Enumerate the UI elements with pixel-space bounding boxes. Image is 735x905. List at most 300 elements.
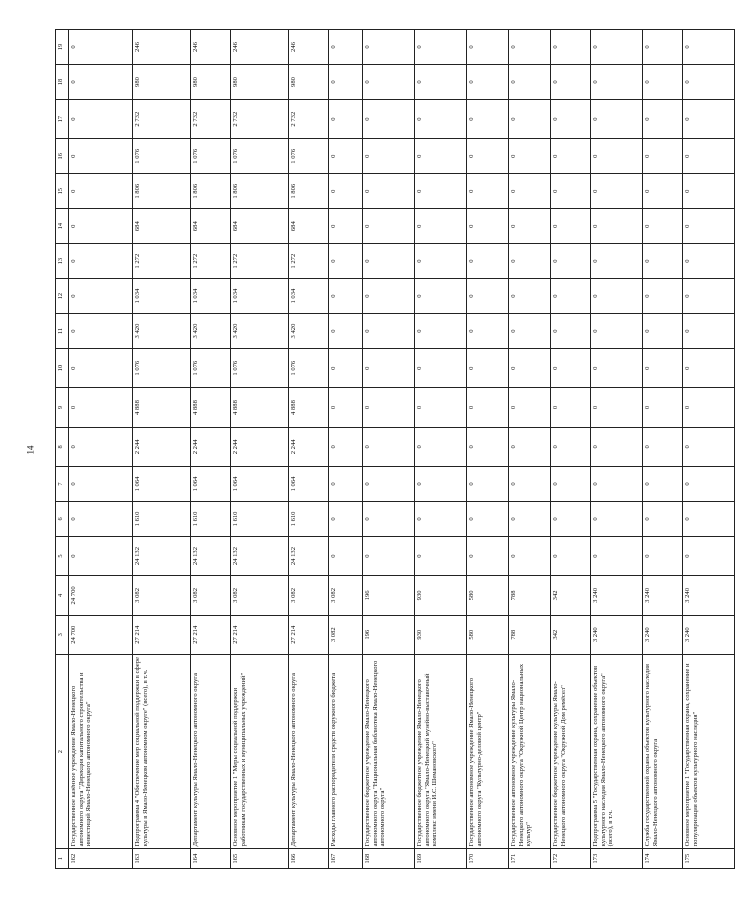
cell-value: 4 888 <box>289 388 329 427</box>
cell-value: 580 <box>467 615 509 654</box>
row-name: Департамент культуры Ямало-Ненецкого автономного округа <box>191 654 231 848</box>
cell-value: 0 <box>643 501 683 536</box>
cell-value: 0 <box>551 99 591 138</box>
table-row <box>643 30 683 869</box>
cell-value: 0 <box>467 244 509 279</box>
cell-value: 0 <box>415 349 467 388</box>
column-header: 14 <box>56 209 69 244</box>
cell-value: 0 <box>467 279 509 314</box>
cell-value: 24 132 <box>133 536 191 575</box>
cell-value: 0 <box>551 536 591 575</box>
cell-value: 0 <box>509 314 551 349</box>
budget-table <box>55 29 735 869</box>
cell-value: 27 214 <box>191 615 231 654</box>
table-row <box>551 30 591 869</box>
cell-value: 0 <box>591 30 643 65</box>
cell-value: 684 <box>289 209 329 244</box>
cell-value: 0 <box>591 388 643 427</box>
table-row <box>363 30 415 869</box>
cell-value: 1 272 <box>133 244 191 279</box>
cell-value: 980 <box>231 65 289 100</box>
cell-value: 0 <box>467 209 509 244</box>
cell-value: 4 888 <box>191 388 231 427</box>
row-name: Расходы главного распорядителя средств окружного бюджета <box>329 654 363 848</box>
cell-value: 0 <box>69 536 133 575</box>
cell-value: 1 076 <box>231 349 289 388</box>
cell-value: 0 <box>643 279 683 314</box>
cell-value: 0 <box>329 501 363 536</box>
cell-value: 1 806 <box>133 174 191 209</box>
cell-value: 0 <box>69 139 133 174</box>
table-row <box>509 30 551 869</box>
cell-value: 0 <box>69 467 133 502</box>
cell-value: 246 <box>289 30 329 65</box>
row-number: 166 <box>289 849 329 869</box>
table-row <box>133 30 191 869</box>
cell-value: 0 <box>683 209 735 244</box>
cell-value: 0 <box>467 349 509 388</box>
cell-value: 3 082 <box>329 576 363 615</box>
header-row <box>56 30 69 869</box>
cell-value: 0 <box>69 99 133 138</box>
cell-value: 0 <box>509 349 551 388</box>
cell-value: 0 <box>69 65 133 100</box>
cell-value: 3 082 <box>289 576 329 615</box>
cell-value: 788 <box>509 615 551 654</box>
cell-value: 0 <box>415 427 467 466</box>
row-number: 165 <box>231 849 289 869</box>
cell-value: 0 <box>467 30 509 65</box>
cell-value: 0 <box>591 501 643 536</box>
cell-value: 24 132 <box>289 536 329 575</box>
cell-value: 1 034 <box>191 279 231 314</box>
cell-value: 2 244 <box>191 427 231 466</box>
cell-value: 0 <box>363 279 415 314</box>
row-number: 171 <box>509 849 551 869</box>
cell-value: 0 <box>467 427 509 466</box>
column-header: 8 <box>56 427 69 466</box>
cell-value: 0 <box>551 501 591 536</box>
column-header: 18 <box>56 65 69 100</box>
cell-value: 2 244 <box>133 427 191 466</box>
cell-value: 0 <box>415 209 467 244</box>
cell-value: 2 732 <box>191 99 231 138</box>
cell-value: 0 <box>643 314 683 349</box>
row-name: Основное мероприятие 1 "Меры социальной поддержки работникам государственных и муниципальных учреждений" <box>231 654 289 848</box>
cell-value: 0 <box>329 388 363 427</box>
table-row <box>683 30 735 869</box>
cell-value: 0 <box>551 467 591 502</box>
cell-value: 0 <box>551 30 591 65</box>
cell-value: 0 <box>509 388 551 427</box>
cell-value: 0 <box>329 279 363 314</box>
cell-value: 1 806 <box>231 174 289 209</box>
cell-value: 1 064 <box>231 467 289 502</box>
cell-value: 0 <box>643 388 683 427</box>
row-name: Государственное казённое учреждение Ямало-Ненецкого автономного округа "Дирекция капитального строительства и инвестиций Ямало-Ненецкого автономного округа" <box>69 654 133 848</box>
cell-value: 3 240 <box>643 576 683 615</box>
cell-value: 0 <box>415 139 467 174</box>
cell-value: 0 <box>591 244 643 279</box>
cell-value: 196 <box>363 576 415 615</box>
cell-value: 1 806 <box>289 174 329 209</box>
row-number: 167 <box>329 849 363 869</box>
cell-value: 0 <box>683 279 735 314</box>
cell-value: 0 <box>69 209 133 244</box>
column-header: 16 <box>56 139 69 174</box>
column-header: 6 <box>56 501 69 536</box>
table-row <box>231 30 289 869</box>
column-header: 7 <box>56 467 69 502</box>
cell-value: 0 <box>363 349 415 388</box>
cell-value: 0 <box>467 99 509 138</box>
cell-value: 930 <box>415 576 467 615</box>
cell-value: 0 <box>551 279 591 314</box>
column-header: 9 <box>56 388 69 427</box>
table-row <box>415 30 467 869</box>
cell-value: 24 132 <box>231 536 289 575</box>
cell-value: 0 <box>643 244 683 279</box>
cell-value: 1 076 <box>191 139 231 174</box>
cell-value: 0 <box>509 501 551 536</box>
cell-value: 0 <box>69 427 133 466</box>
cell-value: 0 <box>467 314 509 349</box>
cell-value: 3 240 <box>683 576 735 615</box>
cell-value: 1 076 <box>133 349 191 388</box>
cell-value: 0 <box>683 99 735 138</box>
cell-value: 0 <box>509 467 551 502</box>
cell-value: 980 <box>289 65 329 100</box>
cell-value: 0 <box>363 536 415 575</box>
table-row <box>289 30 329 869</box>
cell-value: 0 <box>683 244 735 279</box>
cell-value: 0 <box>683 65 735 100</box>
cell-value: 0 <box>363 174 415 209</box>
cell-value: 2 732 <box>289 99 329 138</box>
cell-value: 0 <box>509 427 551 466</box>
cell-value: 0 <box>415 30 467 65</box>
cell-value: 0 <box>69 314 133 349</box>
column-header: 2 <box>56 654 69 848</box>
cell-value: 0 <box>69 349 133 388</box>
cell-value: 0 <box>591 209 643 244</box>
cell-value: 1 064 <box>133 467 191 502</box>
cell-value: 1 076 <box>231 139 289 174</box>
cell-value: 0 <box>591 99 643 138</box>
cell-value: 0 <box>363 467 415 502</box>
row-number: 164 <box>191 849 231 869</box>
table-body <box>69 30 735 869</box>
cell-value: 1 610 <box>191 501 231 536</box>
cell-value: 1 610 <box>289 501 329 536</box>
table-row <box>329 30 363 869</box>
cell-value: 980 <box>191 65 231 100</box>
cell-value: 0 <box>643 467 683 502</box>
cell-value: 0 <box>467 467 509 502</box>
row-name: Основное мероприятие 1 "Государственная охрана, сохранение и популяризация объектов культурного наследия" <box>683 654 735 848</box>
cell-value: 0 <box>643 209 683 244</box>
cell-value: 1 034 <box>289 279 329 314</box>
cell-value: 0 <box>329 314 363 349</box>
cell-value: 0 <box>69 501 133 536</box>
cell-value: 3 082 <box>191 576 231 615</box>
cell-value: 246 <box>133 30 191 65</box>
cell-value: 0 <box>329 65 363 100</box>
cell-value: 0 <box>591 65 643 100</box>
cell-value: 0 <box>467 536 509 575</box>
cell-value: 3 240 <box>591 576 643 615</box>
cell-value: 0 <box>591 427 643 466</box>
cell-value: 0 <box>591 349 643 388</box>
cell-value: 0 <box>551 174 591 209</box>
cell-value: 0 <box>363 65 415 100</box>
row-number: 162 <box>69 849 133 869</box>
row-name: Государственное бюджетное учреждение Ямало-Ненецкого автономного округа "Национальная библиотека Ямало-Ненецкого автономного округа" <box>363 654 415 848</box>
cell-value: 0 <box>591 314 643 349</box>
row-name: Государственное автономное учреждение культуры Ямало-Ненецкого автономного округа "Окружной Центр национальных культур" <box>509 654 551 848</box>
cell-value: 1 034 <box>133 279 191 314</box>
cell-value: 24 700 <box>69 615 133 654</box>
row-name: Государственное автономное учреждение Ямало-Ненецкого автономного округа "Культурно-деловой центр" <box>467 654 509 848</box>
cell-value: 1 076 <box>289 349 329 388</box>
cell-value: 0 <box>551 349 591 388</box>
cell-value: 0 <box>363 314 415 349</box>
column-header: 13 <box>56 244 69 279</box>
cell-value: 0 <box>683 536 735 575</box>
cell-value: 3 420 <box>231 314 289 349</box>
cell-value: 0 <box>551 139 591 174</box>
cell-value: 0 <box>363 139 415 174</box>
cell-value: 0 <box>329 536 363 575</box>
cell-value: 0 <box>467 501 509 536</box>
cell-value: 0 <box>467 388 509 427</box>
cell-value: 0 <box>329 30 363 65</box>
cell-value: 1 610 <box>231 501 289 536</box>
cell-value: 0 <box>643 174 683 209</box>
cell-value: 3 420 <box>289 314 329 349</box>
cell-value: 27 214 <box>289 615 329 654</box>
cell-value: 0 <box>509 244 551 279</box>
row-number: 174 <box>643 849 683 869</box>
row-number: 168 <box>363 849 415 869</box>
cell-value: 0 <box>591 536 643 575</box>
cell-value: 930 <box>415 615 467 654</box>
column-header: 17 <box>56 99 69 138</box>
cell-value: 0 <box>329 467 363 502</box>
cell-value: 0 <box>69 388 133 427</box>
cell-value: 0 <box>69 279 133 314</box>
table-row <box>69 30 133 869</box>
row-name: Подпрограмма 5 "Государственная охрана, сохранение объектов культурного наследия Ямало-Ненецкого автономного округа" (всего), в т.ч. <box>591 654 643 848</box>
cell-value: 0 <box>683 427 735 466</box>
cell-value: 1 076 <box>133 139 191 174</box>
cell-value: 0 <box>591 279 643 314</box>
cell-value: 0 <box>329 174 363 209</box>
cell-value: 580 <box>467 576 509 615</box>
cell-value: 0 <box>683 139 735 174</box>
cell-value: 196 <box>363 615 415 654</box>
cell-value: 0 <box>69 30 133 65</box>
cell-value: 0 <box>509 139 551 174</box>
cell-value: 3 240 <box>643 615 683 654</box>
column-header: 11 <box>56 314 69 349</box>
cell-value: 0 <box>683 30 735 65</box>
cell-value: 0 <box>551 388 591 427</box>
table-row <box>191 30 231 869</box>
cell-value: 0 <box>415 467 467 502</box>
column-header: 1 <box>56 849 69 869</box>
cell-value: 684 <box>191 209 231 244</box>
cell-value: 0 <box>329 244 363 279</box>
cell-value: 0 <box>551 209 591 244</box>
cell-value: 3 082 <box>231 576 289 615</box>
cell-value: 3 082 <box>133 576 191 615</box>
cell-value: 0 <box>643 427 683 466</box>
cell-value: 788 <box>509 576 551 615</box>
cell-value: 0 <box>551 314 591 349</box>
cell-value: 342 <box>551 576 591 615</box>
cell-value: 0 <box>643 30 683 65</box>
cell-value: 0 <box>509 99 551 138</box>
row-number: 173 <box>591 849 643 869</box>
cell-value: 342 <box>551 615 591 654</box>
cell-value: 0 <box>363 427 415 466</box>
cell-value: 0 <box>329 99 363 138</box>
cell-value: 0 <box>363 244 415 279</box>
cell-value: 0 <box>509 209 551 244</box>
cell-value: 0 <box>551 244 591 279</box>
cell-value: 0 <box>415 99 467 138</box>
cell-value: 0 <box>591 467 643 502</box>
cell-value: 3 420 <box>191 314 231 349</box>
cell-value: 2 244 <box>289 427 329 466</box>
cell-value: 0 <box>467 65 509 100</box>
cell-value: 0 <box>509 536 551 575</box>
cell-value: 4 888 <box>133 388 191 427</box>
cell-value: 0 <box>415 536 467 575</box>
cell-value: 0 <box>683 314 735 349</box>
cell-value: 0 <box>363 388 415 427</box>
row-name: Государственное бюджетное учреждение культуры Ямало-Ненецкого автономного округа "Окружной Дом ремёсел" <box>551 654 591 848</box>
rotated-page <box>55 29 699 869</box>
cell-value: 1 064 <box>289 467 329 502</box>
row-name: Служба государственной охраны объектов культурного наследия Ямало-Ненецкого автономного округа <box>643 654 683 848</box>
cell-value: 0 <box>415 244 467 279</box>
cell-value: 2 732 <box>133 99 191 138</box>
cell-value: 1 076 <box>191 349 231 388</box>
cell-value: 0 <box>509 65 551 100</box>
cell-value: 0 <box>683 467 735 502</box>
cell-value: 0 <box>683 174 735 209</box>
cell-value: 0 <box>643 99 683 138</box>
cell-value: 0 <box>69 244 133 279</box>
page-number: 14 <box>25 445 36 455</box>
cell-value: 1 034 <box>231 279 289 314</box>
cell-value: 0 <box>329 427 363 466</box>
cell-value: 0 <box>551 427 591 466</box>
row-name: Департамент культуры Ямало-Ненецкого автономного округа <box>289 654 329 848</box>
row-number: 163 <box>133 849 191 869</box>
cell-value: 0 <box>363 209 415 244</box>
cell-value: 0 <box>69 174 133 209</box>
column-header: 19 <box>56 30 69 65</box>
cell-value: 246 <box>231 30 289 65</box>
table-row <box>467 30 509 869</box>
cell-value: 980 <box>133 65 191 100</box>
cell-value: 0 <box>509 30 551 65</box>
column-header: 5 <box>56 536 69 575</box>
cell-value: 246 <box>191 30 231 65</box>
column-header: 10 <box>56 349 69 388</box>
cell-value: 0 <box>643 349 683 388</box>
cell-value: 0 <box>415 388 467 427</box>
cell-value: 0 <box>467 174 509 209</box>
cell-value: 1 076 <box>289 139 329 174</box>
row-number: 175 <box>683 849 735 869</box>
cell-value: 0 <box>329 209 363 244</box>
row-name: Подпрограмма 4 "Обеспечение мер социальной поддержки в сфере культуры в Ямало-Ненецком автономном округе" (всего), в т.ч. <box>133 654 191 848</box>
cell-value: 1 610 <box>133 501 191 536</box>
cell-value: 1 064 <box>191 467 231 502</box>
cell-value: 0 <box>415 501 467 536</box>
cell-value: 0 <box>509 279 551 314</box>
cell-value: 0 <box>415 174 467 209</box>
cell-value: 684 <box>231 209 289 244</box>
table-row <box>591 30 643 869</box>
cell-value: 1 806 <box>191 174 231 209</box>
cell-value: 0 <box>551 65 591 100</box>
cell-value: 0 <box>509 174 551 209</box>
row-number: 169 <box>415 849 467 869</box>
column-header: 4 <box>56 576 69 615</box>
cell-value: 0 <box>643 65 683 100</box>
cell-value: 0 <box>329 139 363 174</box>
cell-value: 0 <box>683 349 735 388</box>
cell-value: 27 214 <box>231 615 289 654</box>
cell-value: 0 <box>591 139 643 174</box>
cell-value: 0 <box>467 139 509 174</box>
cell-value: 0 <box>415 314 467 349</box>
cell-value: 0 <box>683 388 735 427</box>
cell-value: 3 082 <box>329 615 363 654</box>
cell-value: 1 272 <box>191 244 231 279</box>
row-name: Государственное бюджетное учреждение Ямало-Ненецкого автономного округа "Ямало-Ненецкий музейно-выставочный комплекс имени И.С. Шемановского" <box>415 654 467 848</box>
cell-value: 0 <box>683 501 735 536</box>
cell-value: 684 <box>133 209 191 244</box>
cell-value: 2 732 <box>231 99 289 138</box>
row-number: 170 <box>467 849 509 869</box>
cell-value: 0 <box>363 30 415 65</box>
cell-value: 0 <box>415 65 467 100</box>
column-header: 15 <box>56 174 69 209</box>
cell-value: 0 <box>591 174 643 209</box>
cell-value: 0 <box>329 349 363 388</box>
cell-value: 24 132 <box>191 536 231 575</box>
cell-value: 2 244 <box>231 427 289 466</box>
cell-value: 24 700 <box>69 576 133 615</box>
cell-value: 3 240 <box>591 615 643 654</box>
cell-value: 0 <box>643 139 683 174</box>
cell-value: 3 240 <box>683 615 735 654</box>
column-header: 3 <box>56 615 69 654</box>
cell-value: 0 <box>363 501 415 536</box>
cell-value: 0 <box>415 279 467 314</box>
cell-value: 4 888 <box>231 388 289 427</box>
column-header: 12 <box>56 279 69 314</box>
cell-value: 0 <box>643 536 683 575</box>
cell-value: 27 214 <box>133 615 191 654</box>
row-number: 172 <box>551 849 591 869</box>
